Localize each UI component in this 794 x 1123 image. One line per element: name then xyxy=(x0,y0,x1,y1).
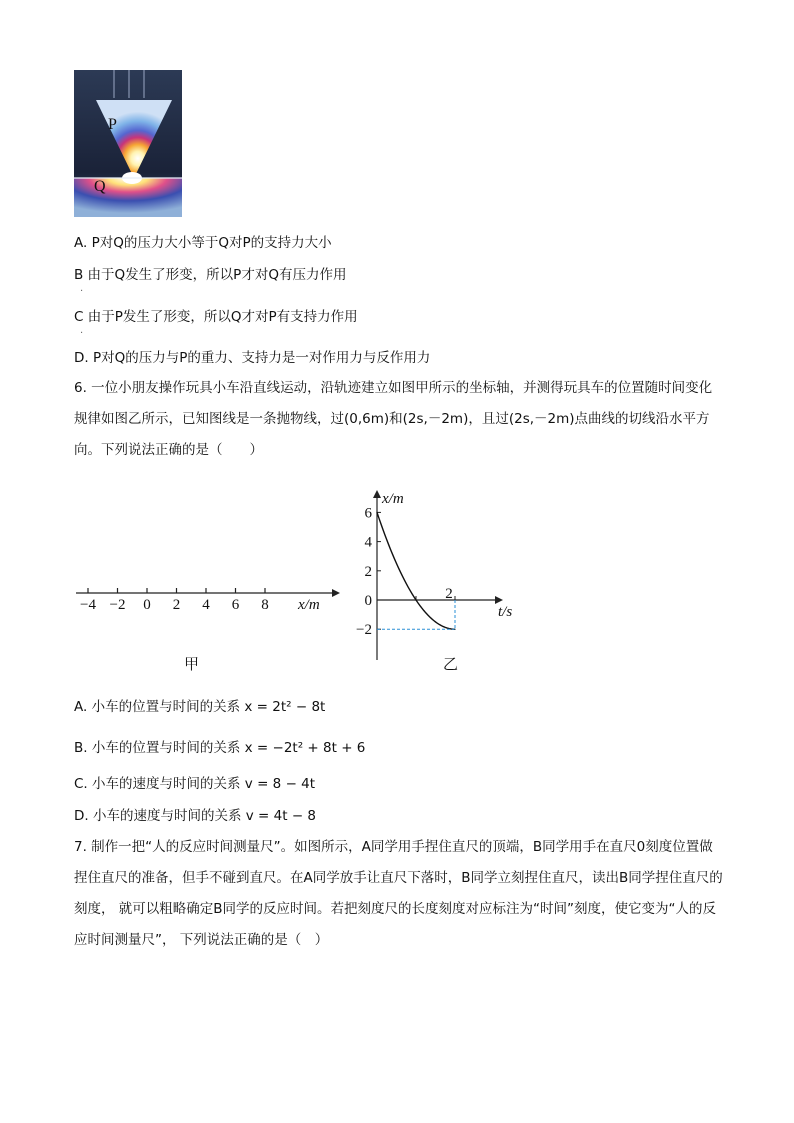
x-axis-arrow xyxy=(495,596,503,604)
jia-tick-label: 2 xyxy=(172,597,181,613)
q5-option-b: B 由于Q发生了形变，所以P才对Q有压力作用 xyxy=(74,267,347,283)
jia-axis-label: x/m xyxy=(298,597,320,613)
jia-tick-label: 0 xyxy=(143,597,151,613)
y-tick-label: 2 xyxy=(364,563,372,580)
q6-option-d: D. 小车的速度与时间的关系 v = 4t − 8 xyxy=(74,808,317,824)
yi-caption: 乙 xyxy=(443,655,459,673)
q7-text: 7. 制作一把“人的反应时间测量尺”。如图所示，A同学用手捏住直尺的顶端，B同学用手在直尺0刻度位置做捏住直尺的准备，但手不碰到直尺。在A同学放手让直尺下落时，B同学立刻捏住直尺，读出B同学捏住直尺的刻度， 就可以粗略确定B同学的反应时间。若把刻度尺的长度刻度对应标注为“时间”刻度，使它变为“人的反应时间测量尺”， 下列说法正确的是（ ） xyxy=(74,839,723,948)
jia-tick-label: 4 xyxy=(202,597,210,613)
option-b-dot: . xyxy=(80,283,84,294)
option-c-dot: . xyxy=(80,325,84,336)
data-point xyxy=(376,512,377,513)
y-tick-label: 6 xyxy=(364,505,372,522)
data-point xyxy=(415,599,416,600)
y-tick-label: −2 xyxy=(356,622,372,639)
x-axis-label: t/s xyxy=(498,604,513,620)
y-axis-arrow xyxy=(373,490,381,498)
q6-option-a: A. 小车的位置与时间的关系 x = 2t² − 8t xyxy=(74,699,326,715)
jia-tick-label: −2 xyxy=(109,597,126,613)
data-point xyxy=(396,563,397,564)
y-tick-label: 0 xyxy=(364,593,372,609)
y-axis-label: x/m xyxy=(382,491,404,507)
q6-option-b: B. 小车的位置与时间的关系 x = −2t² + 8t + 6 xyxy=(74,740,366,756)
jia-tick-label: −4 xyxy=(80,597,96,613)
jia-caption: 甲 xyxy=(184,655,200,673)
q6-text: 6. 一位小朋友操作玩具小车沿直线运动，沿轨迹建立如图甲所示的坐标轴，并测得玩具车的位置随时间变化规律如图乙所示，已知图线是一条抛物线，过(0,6m)和(2s,－2m)，且过(2s,－2m)点曲线的切线沿水平方向。下列说法正确的是（ ） xyxy=(74,380,713,458)
label-p: P xyxy=(108,116,117,133)
jia-tick-label: 8 xyxy=(261,597,269,613)
axis-jia xyxy=(70,585,340,625)
x-tick-label: 2 xyxy=(445,586,453,602)
series-curve xyxy=(377,512,455,629)
photoelastic-figure xyxy=(74,70,182,217)
q5-option-a: A. P对Q的压力大小等于Q对P的支持力大小 xyxy=(74,235,332,251)
q5-option-d: D. P对Q的压力与P的重力、支持力是一对作用力与反作用力 xyxy=(74,350,431,366)
data-point xyxy=(435,621,436,622)
y-tick-label: 4 xyxy=(364,534,372,551)
q6-option-c: C. 小车的速度与时间的关系 v = 8 − 4t xyxy=(74,776,316,792)
data-point xyxy=(454,629,455,630)
label-q: Q xyxy=(94,178,106,195)
jia-tick-label: 6 xyxy=(231,597,240,613)
graph-yi xyxy=(355,488,530,663)
photoelastic-image xyxy=(74,70,182,217)
q5-option-c: C 由于P发生了形变，所以Q才对P有支持力作用 xyxy=(74,309,358,325)
